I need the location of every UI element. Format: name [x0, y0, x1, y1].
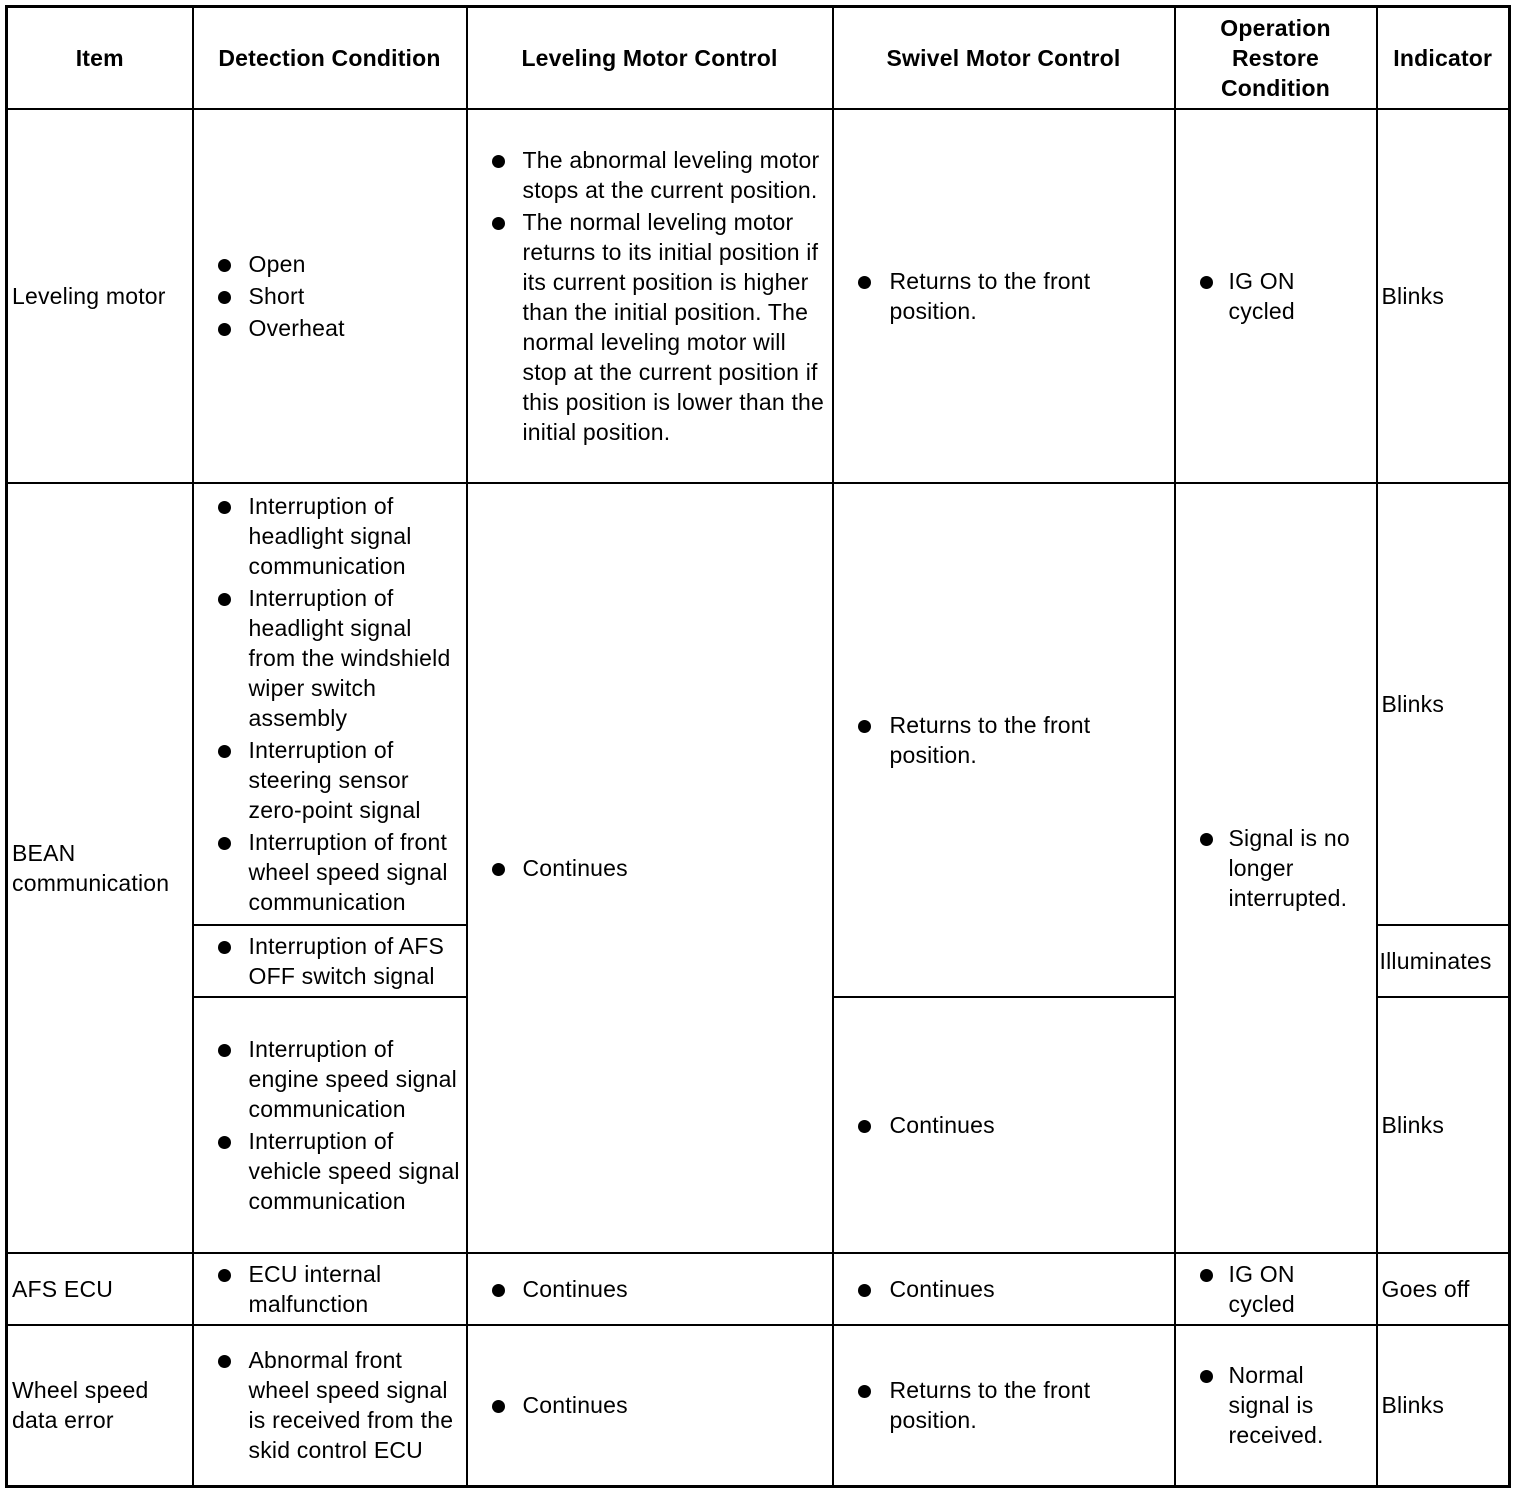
list-item: Short: [198, 281, 462, 311]
list-item: Signal is no longer interrupted.: [1180, 823, 1372, 913]
header-indicator: Indicator: [1377, 7, 1510, 109]
restore-cell: [1175, 483, 1377, 1253]
list-item: Returns to the front position.: [838, 266, 1170, 326]
leveling-cell: [467, 109, 833, 483]
leveling-cell: [467, 483, 833, 1253]
list-item: Continues: [838, 1110, 1170, 1140]
table-row-afs-ecu: [7, 1253, 1510, 1325]
indicator-cell: Blinks: [1377, 1325, 1510, 1487]
list-item: Interruption of front wheel speed signal communication: [198, 827, 462, 917]
swivel-cell: [833, 1325, 1175, 1487]
indicator-cell: Illuminates: [1377, 925, 1510, 997]
list-item: Interruption of vehicle speed signal communication: [198, 1126, 462, 1216]
afs-fail-safe-table: [5, 5, 1511, 1488]
list-item: Continues: [472, 1390, 828, 1420]
detection-list: [198, 1034, 462, 1216]
leveling-list: [472, 145, 828, 447]
detection-cell: [193, 997, 467, 1253]
list-item: Abnormal front wheel speed signal is received from the skid control ECU: [198, 1345, 462, 1465]
list-item: Interruption of AFS OFF switch signal: [198, 931, 462, 991]
list-item: Overheat: [198, 313, 462, 343]
list-item: Continues: [838, 1274, 1170, 1304]
list-item: ECU internal malfunction: [198, 1259, 462, 1319]
list-item: The abnormal leveling motor stops at the current position.: [472, 145, 828, 205]
item-cell: AFS ECU: [7, 1253, 193, 1325]
leveling-cell: [467, 1325, 833, 1487]
list-item: Open: [198, 249, 462, 279]
detection-list: [198, 491, 462, 917]
header-detection-condition: Detection Condition: [193, 7, 467, 109]
list-item: Continues: [472, 1274, 828, 1304]
table-row-wheel-speed: [7, 1325, 1510, 1487]
list-item: IG ON cycled: [1180, 266, 1336, 326]
detection-cell: [193, 483, 467, 925]
indicator-cell: Blinks: [1377, 109, 1510, 483]
indicator-cell: Blinks: [1377, 483, 1510, 925]
item-cell: Leveling motor: [7, 109, 193, 483]
table-row-leveling-motor: [7, 109, 1510, 483]
header-swivel-motor-control: Swivel Motor Control: [833, 7, 1175, 109]
restore-cell: [1175, 1253, 1377, 1325]
detection-cell: [193, 925, 467, 997]
list-item: Returns to the front position.: [838, 710, 1170, 770]
swivel-cell: [833, 997, 1175, 1253]
list-item: The normal leveling motor returns to its initial position if its current position is higher than the initial position. The normal leveling motor will stop at the current position if this position is lower than the initial position.: [472, 207, 828, 447]
header-item: Item: [7, 7, 193, 109]
list-item: Normal signal is received.: [1180, 1360, 1336, 1450]
detection-cell: [193, 1253, 467, 1325]
header-leveling-motor-control: Leveling Motor Control: [467, 7, 833, 109]
indicator-cell: Goes off: [1377, 1253, 1510, 1325]
item-cell: Wheel speed data error: [7, 1325, 193, 1487]
header-row: [7, 7, 1510, 109]
detection-list: [198, 249, 462, 343]
list-item: Returns to the front position.: [838, 1375, 1170, 1435]
restore-cell: [1175, 109, 1377, 483]
restore-cell: [1175, 1325, 1377, 1487]
swivel-cell: [833, 483, 1175, 997]
detection-cell: [193, 109, 467, 483]
list-item: Interruption of engine speed signal communication: [198, 1034, 462, 1124]
table-row-bean-a: [7, 483, 1510, 925]
swivel-cell: [833, 109, 1175, 483]
list-item: Continues: [472, 853, 828, 883]
list-item: Interruption of headlight signal communication: [198, 491, 462, 581]
detection-cell: [193, 1325, 467, 1487]
list-item: IG ON cycled: [1180, 1259, 1336, 1319]
header-operation-restore-condition: Operation Restore Condition: [1175, 7, 1377, 109]
swivel-cell: [833, 1253, 1175, 1325]
list-item: Interruption of headlight signal from the windshield wiper switch assembly: [198, 583, 462, 733]
item-cell: BEAN communication: [7, 483, 193, 1253]
indicator-cell: Blinks: [1377, 997, 1510, 1253]
leveling-cell: [467, 1253, 833, 1325]
list-item: Interruption of steering sensor zero-point signal: [198, 735, 462, 825]
